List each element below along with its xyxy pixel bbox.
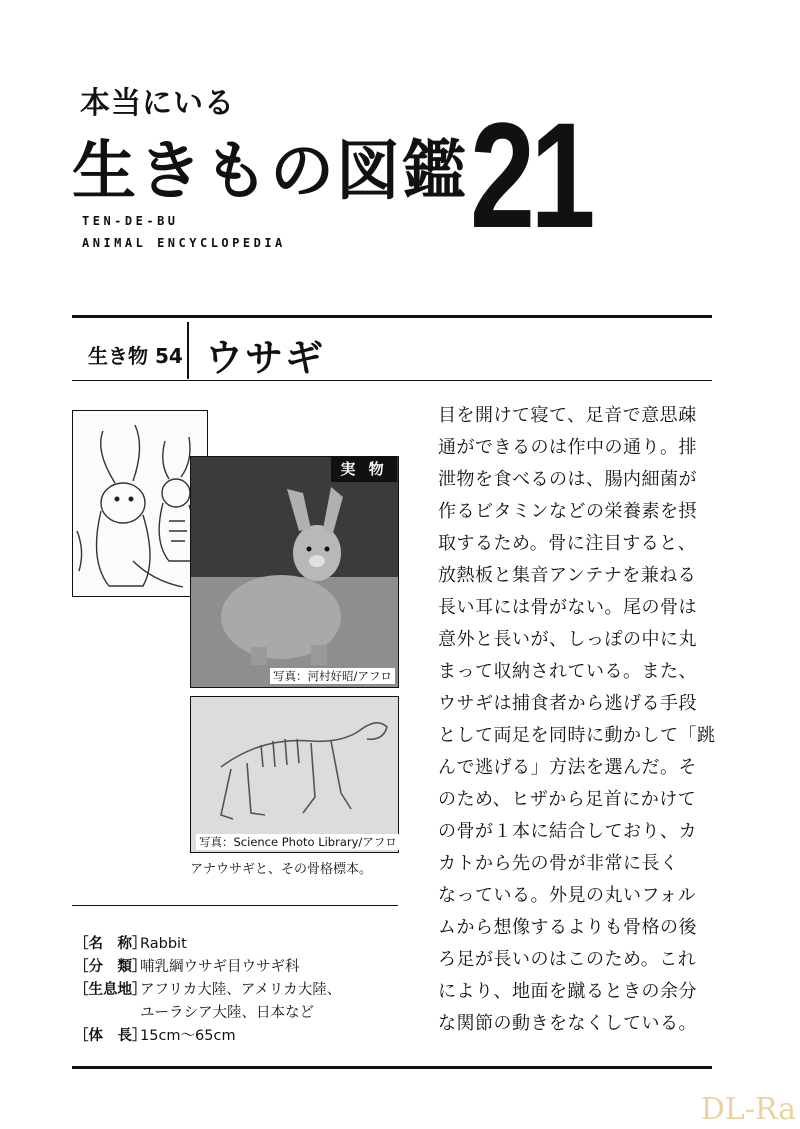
info-key-name: ［名 称］ (74, 936, 147, 952)
info-key-class: ［分 類］ (74, 959, 147, 975)
entry-bottom-rule (72, 380, 712, 381)
info-row-habitat-cont (140, 1001, 314, 1022)
info-value-length: 15cm〜65cm (140, 1028, 236, 1044)
body-line: のため、ヒザから足首にかけて (438, 789, 697, 810)
subtitle-line-2: ANIMAL ENCYCLOPEDIA (82, 236, 286, 250)
entry-separator (187, 322, 189, 379)
body-line: な関節の動きをなくしている。 (438, 1013, 697, 1034)
body-line: の骨が１本に結合しており、カ (438, 821, 697, 842)
body-line: カトから先の骨が非常に長く (438, 853, 679, 874)
body-line: ろ足が長いのはこのため。これ (438, 949, 697, 970)
info-value-habitat-1: アフリカ大陸、アメリカ大陸、 (140, 982, 342, 998)
info-row-length (74, 1024, 236, 1045)
info-value-habitat-2: ユーラシア大陸、日本など (140, 1005, 314, 1021)
body-line: まって収納されている。また、 (438, 661, 697, 682)
photo-caption: アナウサギと、その骨格標本。 (190, 862, 373, 877)
subtitle-line-1: TEN-DE-BU (82, 214, 179, 228)
rabbit-sketch-illustration (73, 411, 207, 596)
info-key-habitat: ［生息地］ (74, 982, 147, 998)
info-value-name: Rabbit (140, 936, 187, 952)
info-row-habitat (74, 978, 341, 999)
body-line: んで逃げる」方法を選んだ。そ (438, 757, 697, 778)
body-line: 泄物を食べるのは、腸内細菌が (438, 469, 697, 490)
title-big: 生きもの図鑑 (72, 134, 468, 209)
body-line: ウサギは捕食者から逃げる手段 (438, 693, 697, 714)
volume-number: 21 (470, 91, 591, 259)
rabbit-photo (190, 456, 399, 688)
skeleton-photo (190, 696, 399, 853)
entry-label: 生き物 54 (88, 344, 183, 368)
info-value-class: 哺乳綱ウサギ目ウサギ科 (140, 959, 300, 975)
manga-panel (72, 410, 208, 597)
species-name: ウサギ (205, 336, 326, 380)
title-small: 本当にいる (80, 86, 235, 121)
body-line: 作るビタミンなどの栄養素を摂 (438, 501, 697, 522)
body-line: 意外と長いが、しっぽの中に丸 (438, 629, 697, 650)
body-text (438, 400, 718, 1040)
photo-credit-bottom: 写真：Science Photo Library/アフロ (196, 834, 400, 850)
info-row-name (74, 932, 187, 953)
body-line: 放熱板と集音アンテナを兼ねる (438, 565, 697, 586)
rabbit-photo-image (191, 457, 398, 687)
body-line: 目を開けて寝て、足音で意思疎 (438, 405, 697, 426)
bottom-rule (72, 1066, 712, 1069)
info-row-class (74, 955, 300, 976)
real-photo-badge: 実 物 (331, 456, 397, 482)
body-line: 通ができるのは作中の通り。排 (438, 437, 697, 458)
body-line: ムから想像するよりも骨格の後 (438, 917, 697, 938)
body-line: として両足を同時に動かして「跳 (438, 725, 716, 746)
top-rule (72, 315, 712, 318)
body-line: により、地面を蹴るときの余分 (438, 981, 697, 1002)
skeleton-image (191, 697, 398, 852)
info-key-length: ［体 長］ (74, 1028, 147, 1044)
info-rule (72, 905, 398, 906)
photo-credit-top: 写真：河村好昭/アフロ (270, 668, 395, 684)
watermark: DL-Ra (700, 1092, 796, 1127)
body-line: 長い耳には骨がない。尾の骨は (438, 597, 697, 618)
body-line: 取するため。骨に注目すると、 (438, 533, 697, 554)
body-line: なっている。外見の丸いフォル (438, 885, 697, 906)
